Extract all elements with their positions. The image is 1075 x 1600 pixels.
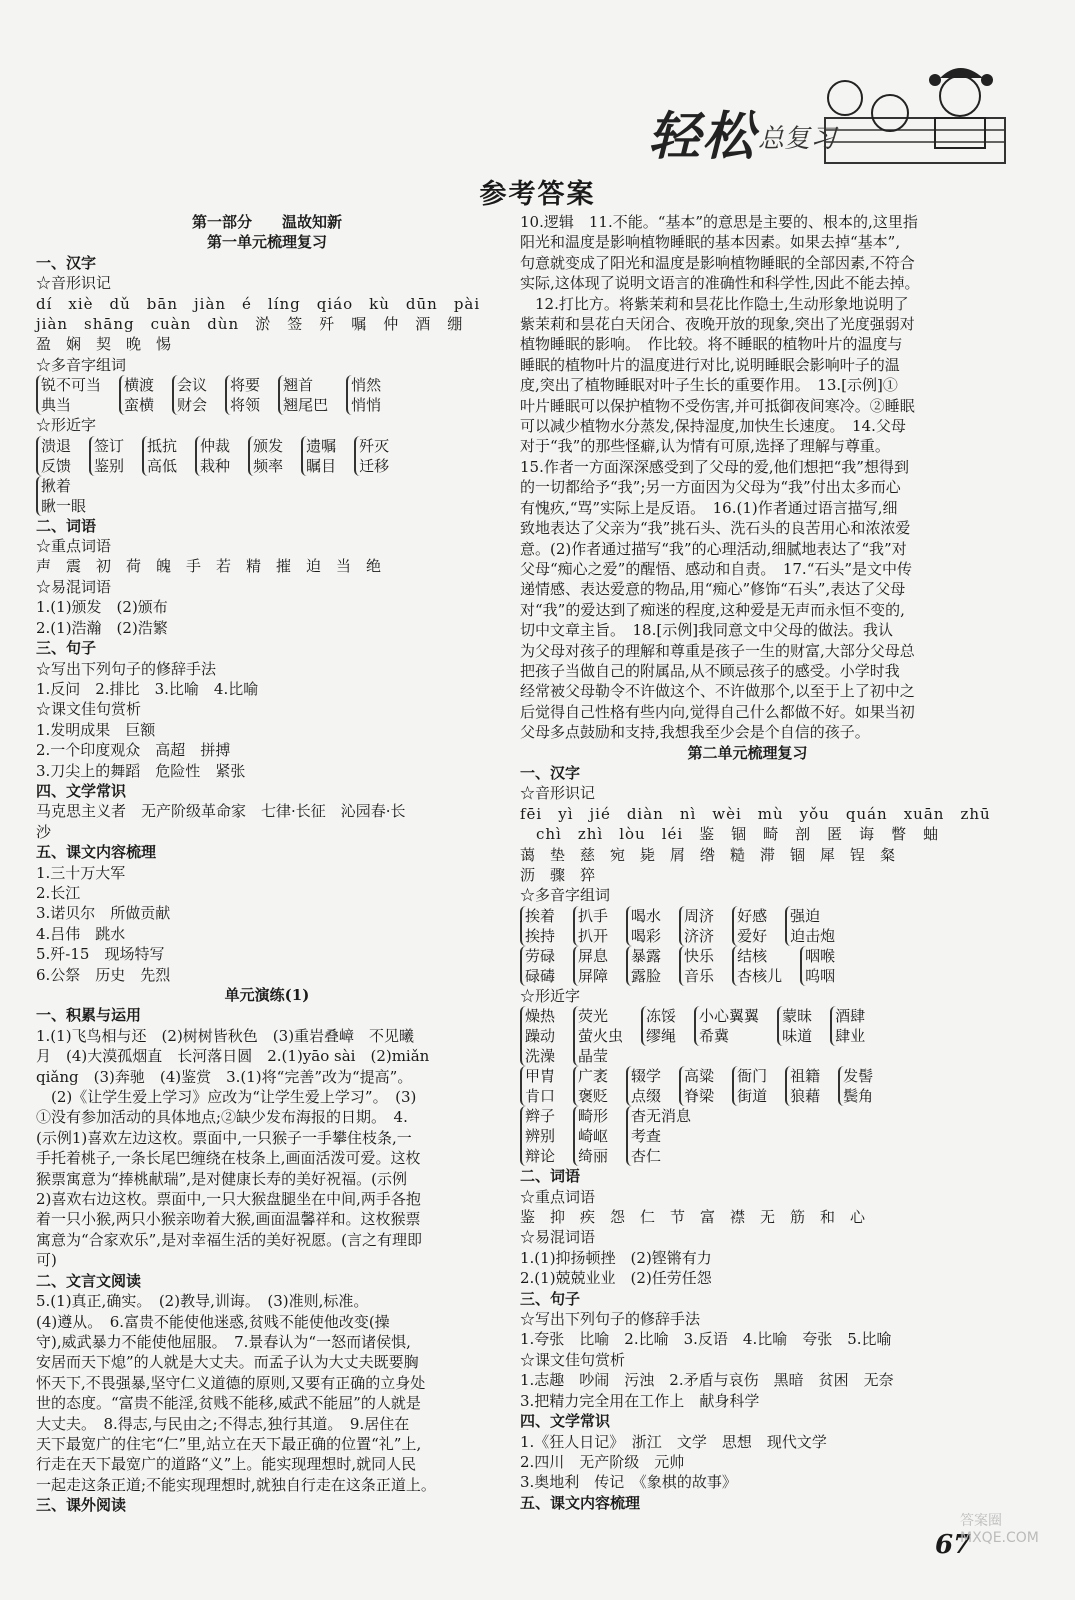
word-group-row [520,1006,975,1066]
text-line: 2)喜欢右边这枚。票面中,一只大猴盘腿坐在中间,两手各抱 [36,1190,421,1209]
word-item: 肆业 [835,1027,866,1046]
text-line: 一起走这条正道;不能实现理想时,就独自行走在这条正道上。 [36,1475,436,1494]
word-item: 劳碌 [525,946,556,965]
text-line: 阳光和温度是影响植物睡眠的基本因素。如果去掉“基本”, [520,233,901,252]
subsection-heading: 三、句子 [520,1289,581,1308]
subsection-heading: 二、文言文阅读 [36,1271,142,1290]
text-line: ☆易混词语 [520,1228,596,1247]
word-item: 绮丽 [578,1147,609,1166]
text-line: 对“我”的爱达到了痴迷的程度,这种爱是无声而永恒不变的, [520,600,905,619]
subsection-heading: 二、词语 [36,516,97,535]
text-line: 12.打比方。将紫茉莉和昙花比作隐士,生动形象地说明了 [520,294,909,313]
word-item: 财会 [177,396,208,415]
word-item: 味道 [782,1027,813,1046]
word-item: 歼灭 [359,436,390,455]
subsection-heading: 一、汉字 [520,763,581,782]
text-line: 1.夸张 比喻 2.比喻 3.反语 4.比喻 夸张 5.比喻 [520,1330,892,1349]
word-item: 扒开 [578,926,609,945]
word-item: 喝彩 [631,926,662,945]
word-item: 扒手 [578,906,609,925]
word-item: 希冀 [699,1027,730,1046]
text-line: 6.公祭 历史 先烈 [36,965,171,984]
text-line: 句意就变成了阳光和温度是影响植物睡眠的全部因素,不符合 [520,253,915,272]
text-line: 3.把精力完全用在工作上 献身科学 [520,1391,760,1410]
word-item: 肯口 [525,1087,556,1106]
text-line: 父母“痴心之爱”的醒悟、感动和自责。 17.“石头”是文中传 [520,559,913,578]
word-item: 喝水 [631,906,662,925]
word-item: 瞅一眼 [41,496,87,515]
word-item: 签订 [94,436,125,455]
text-line: 后觉得自己性格有些内向,觉得自己什么都做不好。如果当初 [520,702,915,721]
word-item: 溃退 [41,436,72,455]
word-item: 挨持 [525,926,556,945]
word-group [36,476,86,516]
word-group [785,906,835,946]
text-line: 意。(2)作者通过描写“我”的心理活动,细腻地表达了“我”对 [520,539,907,558]
word-item: 祖籍 [790,1067,821,1086]
pinyin-line: fēi yì jié diàn nì wèi mù yǒu quán xuān zhū [520,804,991,823]
text-line: 4.吕伟 跳水 [36,924,126,943]
word-item: 爱好 [737,926,768,945]
text-line: 1.反问 2.排比 3.比喻 4.比喻 [36,679,259,698]
text-line: ☆多音字组词 [36,355,127,374]
text-line: 安居而天下熄”的人就是大丈夫。而孟子认为大丈夫既要胸 [36,1353,419,1372]
word-group-row [36,375,498,415]
text-line: 10.逻辑 11.不能。“基本”的意思是主要的、根本的,这里指 [520,213,918,231]
text-line: 怀天下,不畏强暴,坚守仁义道德的原则,又要有正确的立身处 [36,1373,426,1392]
text-line: 手托着桃子,一条长尾巴缠绕在枝条上,画面活泼可爱。这枚 [36,1149,421,1168]
word-item: 迁移 [359,456,390,475]
word-group [301,436,336,476]
word-group [573,1066,608,1106]
text-line: 世的态度。“富贵不能淫,贫贱不能移,威武不能屈”的人就是 [36,1394,421,1413]
word-group [36,436,71,476]
word-item: 音乐 [684,966,715,985]
word-item: 挨着 [525,906,556,925]
text-line: 寓意为“合家欢乐”,是对幸福生活的美好祝愿。(言之有理即 [36,1230,422,1249]
text-line: ☆重点词语 [520,1187,596,1206]
word-item: 翘首 [283,376,314,395]
text-line: ☆易混词语 [36,577,112,596]
section-heading: 单元演练(1) [224,986,310,1004]
word-group [520,946,555,986]
word-group [732,1066,767,1106]
text-line: 度,突出了植物睡眠对叶子生长的重要作用。 13.[示例]① [520,376,898,395]
word-item: 揪着 [41,476,72,495]
word-item: 悄悄 [351,396,382,415]
text-line: ☆课文佳句赏析 [520,1350,626,1369]
text-line: 紫茉莉和昙花白天闭合、夜晚开放的现象,突出了光度强弱对 [520,315,915,334]
right-column [520,212,991,1513]
word-group [346,375,381,415]
word-group [785,1066,820,1106]
text-line: 实际,这体现了说明文语言的准确性和科学性,因此不能去掉。 [520,274,920,293]
word-item: 屏息 [578,946,609,965]
text-line: 2.(1)兢兢业业 (2)任劳任怨 [520,1269,712,1288]
word-group [694,1006,759,1046]
word-group [142,436,177,476]
word-group [732,946,782,986]
text-line: 父母多点鼓励和支持,我想我至少会是个自信的孩子。 [520,723,870,742]
word-item: 晶莹 [578,1047,609,1066]
section-heading: 第一单元梳理复习 [206,233,327,252]
word-item: 崎岖 [578,1127,609,1146]
word-item: 反馈 [41,456,72,475]
text-line: 鉴 抑 疾 怨 仁 节 富 襟 无 筋 和 心 [520,1208,866,1227]
text-line: ☆音形识记 [36,274,112,293]
word-item: 瞩目 [306,456,337,475]
word-item: 脊梁 [684,1087,715,1106]
word-item: 辨别 [525,1127,556,1146]
word-group [89,436,124,476]
word-group [573,906,608,946]
text-line: 着一只小猴,两只小猴亲吻着大猴,画面温馨祥和。这枚猴票 [36,1210,421,1229]
text-line: 2.长江 [36,883,81,902]
word-item: 萤火虫 [578,1027,624,1046]
section-heading: 第二单元梳理复习 [687,743,808,762]
text-line: 1.(1)颁发 (2)颁布 [36,598,168,617]
text-line: 15.作者一方面深深感受到了父母的爱,他们想把“我”想得到 [520,457,909,476]
word-item: 碌碡 [525,966,556,985]
word-item: 蛮横 [124,396,155,415]
text-line: ☆形近字 [36,416,97,435]
text-line: 对于“我”的那些怪癖,认为情有可原,选择了理解与尊重。 [520,437,890,456]
word-item: 蒙昧 [782,1007,813,1026]
text-line: 2.四川 无产阶级 元帅 [520,1452,685,1471]
section-heading: 第一部分 温故知新 [191,213,342,231]
text-line: 大丈夫。 8.得志,与民由之;不得志,独行其道。 9.居住在 [36,1414,410,1433]
text-line: 切中文章主旨。 18.[示例]我同意文中父母的做法。我认 [520,621,894,640]
subsection-heading: 一、积累与运用 [36,1006,142,1025]
text-line: 1.《狂人日记》 浙江 文学 思想 现代文学 [520,1432,827,1451]
word-group [36,375,101,415]
word-group [679,1066,714,1106]
text-line: 月 (4)大漠孤烟直 长河落日圆 2.(1)yāo sài (2)miǎn [36,1047,430,1066]
word-item: 高粱 [684,1067,715,1086]
word-group [641,1006,676,1046]
text-line: ☆多音字组词 [520,886,611,905]
text-line: 致地表达了父亲为“我”挑石头、洗石头的良苦用心和浓浓爱 [520,519,911,538]
word-group [830,1006,865,1046]
text-line: 2.(1)浩瀚 (2)浩繁 [36,618,168,637]
text-line: 守),威武暴力不能使他屈服。 7.景春认为“一怒而诸侯惧, [36,1332,411,1351]
word-item: 翘尾巴 [283,396,329,415]
word-item: 栽种 [200,456,231,475]
word-item: 将要 [230,376,261,395]
text-line: 沥 骤 猝 [520,866,596,884]
text-line: 2.一个印度观众 高超 拼搏 [36,741,231,760]
logo-sub: 总复习 [758,124,837,154]
word-group [520,906,555,946]
word-item: 杏核儿 [737,966,783,985]
text-line: 声 震 初 荷 魄 手 若 精 摧 迫 当 绝 [36,557,382,576]
text-line: ☆重点词语 [36,537,112,556]
subsection-heading: 三、课外阅读 [36,1496,127,1515]
word-group-row [520,946,975,986]
text-line: 1.志趣 吵闹 污浊 2.矛盾与哀伤 黑暗 贫困 无奈 [520,1371,894,1390]
word-item: 锐不可当 [41,376,102,395]
text-line: 1.发明成果 巨额 [36,720,156,739]
word-item: 将领 [230,396,261,415]
word-item: 畸形 [578,1107,609,1126]
word-item: 冻馁 [646,1007,677,1026]
subsection-heading: 五、课文内容梳理 [36,843,157,862]
subsection-heading: 四、文学常识 [36,781,127,800]
text-line: ☆课文佳句赏析 [36,700,142,719]
word-item: 遗嘱 [306,436,337,455]
word-group [777,1006,812,1046]
word-group [119,375,154,415]
subsection-heading: 四、文学常识 [520,1412,611,1431]
word-group [732,906,767,946]
text-line: 5.歼-15 现场特写 [36,945,165,964]
logo-main: 轻松 [648,106,757,167]
text-line: 猴票寓意为“捧桃献瑞”,是对健康长寿的美好祝福。(示例 [36,1169,407,1188]
word-group [626,906,661,946]
word-item: 咽喉 [805,946,836,965]
word-item: 狼藉 [790,1087,821,1106]
word-item: 洗澡 [525,1047,556,1066]
word-group [354,436,389,476]
watermark: 答案圈 MXQE.COM [960,1513,1039,1546]
text-line: ☆写出下列句子的修辞手法 [36,659,217,678]
word-item: 荧光 [578,1007,609,1026]
word-item: 广袤 [578,1067,609,1086]
text-line: 经常被父母勒令不许做这个、不许做那个,以至于上了初中之 [520,682,915,701]
pinyin-line: dí xiè dǔ bān jiàn é líng qiáo kù dūn pài [36,294,481,313]
text-line: 可) [36,1251,57,1270]
word-item: 快乐 [684,946,715,965]
word-item: 露脸 [631,966,662,985]
word-group [195,436,230,476]
word-group [573,1006,623,1066]
word-item: 仲裁 [200,436,231,455]
text-line: 的一切都给予“我”;另一方面因为父母为“我”付出太多而心 [520,478,901,497]
text-line: 5.(1)真正,确实。 (2)教导,训诲。 (3)准则,标准。 [36,1292,369,1311]
word-item: 典当 [41,396,72,415]
word-group [248,436,283,476]
text-line: 递情感、表达爱意的物品,用“痴心”修饰“石头”,表达了父母 [520,580,906,599]
word-item: 高低 [147,456,178,475]
subsection-heading: 五、课文内容梳理 [520,1493,641,1512]
text-line: 天下最宽广的住宅“仁”里,站立在天下最正确的位置“礼”上, [36,1434,422,1453]
word-item: 横渡 [124,376,155,395]
word-group [838,1066,873,1106]
word-group [626,946,661,986]
word-group-row [520,1106,975,1166]
word-item: 点缀 [631,1087,662,1106]
word-item: 呜咽 [805,966,836,985]
text-line: 盈 娴 契 晚 惕 [36,335,172,354]
word-item: 街道 [737,1087,768,1106]
word-group [520,1106,555,1166]
word-item: 鬓角 [843,1087,874,1106]
page-number: 67 [935,1530,972,1560]
word-item: 考查 [631,1127,662,1146]
subsection-heading: 一、汉字 [36,253,97,272]
text-line: (4)遵从。 6.富贵不能使他迷惑,贫贱不能使他改变(操 [36,1312,390,1331]
word-item: 颁发 [253,436,284,455]
text-line: 可以减少植物水分蒸发,保持湿度,加快生长速度。 14.父母 [520,417,906,436]
word-group [626,1106,691,1166]
word-group [225,375,260,415]
text-line: ☆形近字 [520,986,581,1005]
word-group [172,375,207,415]
word-item: 济济 [684,926,715,945]
word-item: 会议 [177,376,208,395]
word-item: 鉴别 [94,456,125,475]
word-item: 辍学 [631,1067,662,1086]
word-group [573,1106,608,1166]
word-group [679,906,714,946]
word-item: 周济 [684,906,715,925]
word-item: 躁动 [525,1027,556,1046]
text-line: 蔼 垫 慈 宛 毙 屑 绺 糙 滞 锢 犀 锃 粲 [520,845,896,864]
word-group [679,946,714,986]
word-item: 杳无消息 [631,1107,692,1126]
word-item: 强迫 [790,906,821,925]
text-line: 1.三十万大军 [36,863,126,882]
word-item: 褒贬 [578,1087,609,1106]
word-item: 缪绳 [646,1027,677,1046]
text-line: ☆写出下列句子的修辞手法 [520,1310,701,1329]
word-item: 辩论 [525,1147,556,1166]
text-line: 睡眠的植物叶片的温度进行对比,说明睡眠会影响叶子的温 [520,355,900,374]
pinyin-line: jiàn shāng cuàn dùn 淤 签 歼 嘱 仲 酒 绷 [36,315,464,334]
left-column [36,212,498,1516]
word-item: 小心翼翼 [699,1007,760,1026]
text-line: ☆音形识记 [520,784,596,803]
text-line: 植物睡眠的影响。 作比较。将不睡眠的植物叶片的温度与 [520,335,903,354]
subsection-heading: 二、词语 [520,1167,581,1186]
word-group-row [520,906,975,946]
word-group [800,946,835,986]
word-group [520,1006,555,1066]
text-line: ①没有参加活动的具体地点;②缺少发布海报的日期。 4. [36,1108,408,1127]
word-group [626,1066,661,1106]
text-line: qiǎng (3)奔驰 (4)鉴赏 3.(1)将“完善”改为“提高”。 [36,1067,413,1086]
word-item: 衙门 [737,1067,768,1086]
text-line: 1.(1)抑扬顿挫 (2)铿锵有力 [520,1248,712,1267]
word-item: 悄然 [351,376,382,395]
word-group [278,375,328,415]
word-group-row [36,476,498,516]
page-title: 参考答案 [479,179,596,210]
children-reading-illustration [815,58,1015,168]
word-group-row [520,1066,975,1106]
word-item: 辫子 [525,1107,556,1126]
text-line: 把孩子当做自己的附属品,从不顾忌孩子的感受。小学时我 [520,661,900,680]
text-line: (2)《让学生爱上学习》应改为“让学生爱上学习”。 (3) [36,1088,417,1107]
word-item: 频率 [253,456,284,475]
text-line: (示例1)喜欢左边这枚。票面中,一只猴子一手攀住枝条,一 [36,1128,412,1147]
text-line: 行走在天下最宽广的道路“义”上。能实现理想时,就同人民 [36,1455,417,1474]
word-group-row [36,436,498,476]
text-line: 叶片睡眠可以保护植物不受伤害,并可抵御夜间寒冷。②睡眠 [520,396,915,415]
subsection-heading: 三、句子 [36,639,97,658]
word-item: 发髻 [843,1067,874,1086]
pinyin-line: chì zhì lòu léi 鉴 锢 畸 剖 匿 诲 瞥 蚰 [520,825,940,844]
text-line: 1.(1)飞鸟相与还 (2)树树皆秋色 (3)重岩叠嶂 不见曦 [36,1026,415,1045]
word-group [573,946,608,986]
word-item: 暴露 [631,946,662,965]
word-item: 迫击炮 [790,926,836,945]
header-logo [600,58,1030,168]
text-line: 马克思主义者 无产阶级革命家 七律·长征 沁园春·长 [36,802,406,821]
text-line: 3.诺贝尔 所做贡献 [36,904,171,923]
word-item: 杏仁 [631,1147,662,1166]
word-group [520,1066,555,1106]
text-line: 3.刀尖上的舞蹈 危险性 紧张 [36,761,246,780]
text-line: 3.奥地利 传记 《象棋的故事》 [520,1473,737,1492]
word-item: 甲胄 [525,1067,556,1086]
text-line: 沙 [36,822,52,841]
word-item: 屏障 [578,966,609,985]
word-item: 结核 [737,946,768,965]
word-item: 抵抗 [147,436,178,455]
text-line: 有愧疚,“骂”实际上是反语。 16.(1)作者通过语言描写,细 [520,498,898,517]
word-item: 好感 [737,906,768,925]
text-line: 为父母对孩子的理解和尊重是孩子一生的财富,大部分父母总 [520,641,915,660]
word-item: 酒肆 [835,1007,866,1026]
word-item: 燥热 [525,1007,556,1026]
